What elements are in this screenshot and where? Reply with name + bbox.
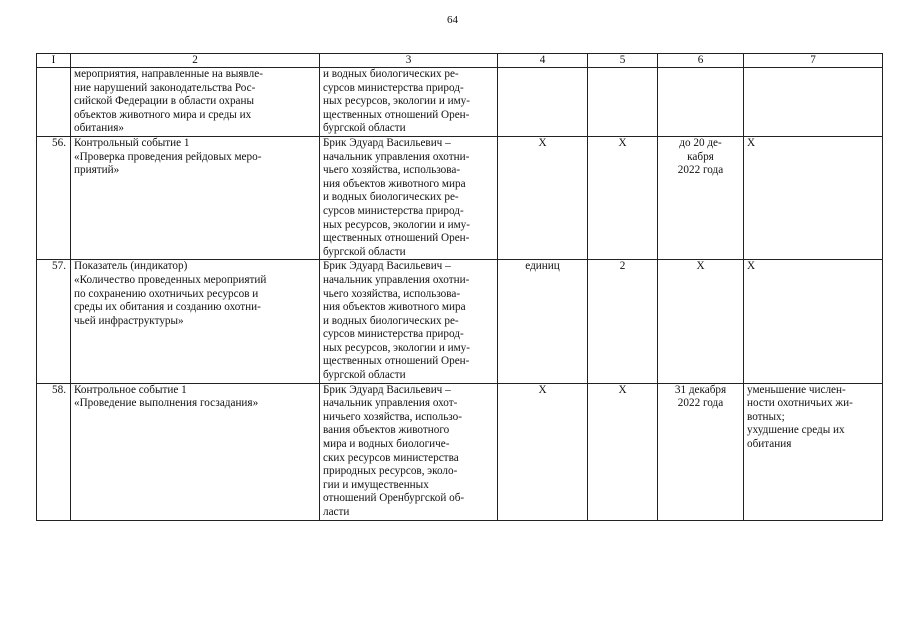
cell-text-line: «Проверка проведения рейдовых меро- [74, 150, 262, 163]
risk-cell [744, 68, 883, 137]
cell-text-line: щественных отношений Орен- [323, 355, 470, 368]
cell-text-line: кабря [687, 150, 714, 163]
cell-text-line: и водных биологических ре- [323, 314, 459, 327]
cell-text-line: Х [696, 260, 705, 273]
cell-text-line: до 20 де- [679, 136, 722, 149]
row-number-cell: 58. [37, 383, 71, 520]
unit-cell [498, 68, 588, 137]
cell-text-line: Х [618, 383, 627, 396]
header-cell-3: 3 [320, 54, 498, 68]
cell-text-line: обитания» [74, 122, 124, 135]
row-number-cell [37, 68, 71, 137]
header-cell-2: 2 [71, 54, 320, 68]
cell-text-line: Х [538, 136, 547, 149]
event-cell [71, 136, 320, 259]
cell-text-line: ния объектов животного мира [323, 301, 466, 314]
cell-text-line: ности охотничьих жи- [747, 397, 853, 410]
responsible-cell [320, 68, 498, 137]
risk-cell [744, 136, 883, 259]
control-events-table [36, 53, 883, 521]
header-row [37, 54, 883, 68]
cell-text-line: ных ресурсов, экологии и иму- [323, 218, 470, 231]
value-cell [588, 383, 658, 520]
cell-text-line: приятий» [74, 164, 120, 177]
header-cell-7: 7 [744, 54, 883, 68]
cell-text-line: чьего хозяйства, использова- [323, 287, 461, 300]
cell-text-line: ласти [323, 506, 350, 518]
responsible-cell [320, 260, 498, 383]
cell-text-line: чьего хозяйства, использова- [323, 164, 461, 177]
cell-text-line: природных ресурсов, эколо- [323, 465, 458, 478]
cell-text-line: гии и имущественных [323, 478, 429, 491]
cell-text-line: ния объектов животного мира [323, 177, 466, 190]
cell-text-line: 31 декабря [674, 383, 727, 396]
cell-text-line: Брик Эдуард Васильевич – [323, 136, 451, 149]
unit-cell [498, 383, 588, 520]
cell-text-line: сурсов министерства природ- [323, 328, 464, 341]
cell-text-line: вотных; [747, 410, 785, 423]
cell-text-line: ухудшение среды их [747, 424, 845, 437]
cell-text-line: вания объектов животного [323, 424, 450, 437]
header-cell-6: 6 [658, 54, 744, 68]
cell-text-line: и водных биологических ре- [323, 68, 459, 80]
cell-text-line: Контрольный событие 1 [74, 136, 190, 149]
cell-text-line: Х [538, 383, 547, 396]
table-row [37, 68, 883, 137]
table-body [37, 68, 883, 521]
header-cell-4: 4 [498, 54, 588, 68]
page-number: 64 [447, 14, 458, 26]
cell-text-line: мира и водных биологиче- [323, 438, 450, 451]
row-number-cell: 57. [37, 260, 71, 383]
cell-text-line: ских ресурсов министерства [323, 451, 459, 464]
cell-text-line: ние нарушений законодательства Рос- [74, 81, 256, 94]
cell-text-line: уменьшение числен- [747, 383, 846, 396]
cell-text-line: Х [618, 136, 627, 149]
header-cell-5: 5 [588, 54, 658, 68]
cell-text-line: щественных отношений Орен- [323, 232, 470, 245]
cell-text-line: начальник управления охотни- [323, 150, 470, 163]
responsible-cell [320, 383, 498, 520]
cell-text-line: 2 [619, 260, 626, 273]
row-number-cell: 56. [37, 136, 71, 259]
cell-text-line: 2022 года [677, 164, 724, 177]
cell-text-line: ничьего хозяйства, использо- [323, 410, 462, 423]
cell-text-line: сурсов министерства природ- [323, 81, 464, 94]
cell-text-line: отношений Оренбургской об- [323, 492, 465, 505]
cell-text-line: по сохранению охотничьих ресурсов и [74, 287, 259, 300]
cell-text-line: мероприятия, направленные на выявле- [74, 68, 263, 80]
cell-text-line: сийской Федерации в области охраны [74, 95, 255, 108]
cell-text-line: бургской области [323, 369, 406, 382]
deadline-cell [658, 68, 744, 137]
risk-cell [744, 383, 883, 520]
event-cell [71, 68, 320, 137]
cell-text-line: бургской области [323, 245, 406, 258]
cell-text-line: ных ресурсов, экологии и иму- [323, 95, 470, 108]
cell-text-line: начальник управления охотни- [323, 273, 470, 286]
responsible-cell [320, 136, 498, 259]
cell-text-line: Х [747, 260, 756, 273]
cell-text-line: щественных отношений Орен- [323, 108, 470, 121]
deadline-cell [658, 260, 744, 383]
value-cell [588, 136, 658, 259]
cell-text-line: Брик Эдуард Васильевич – [323, 383, 451, 396]
cell-text-line: сурсов министерства природ- [323, 204, 464, 217]
cell-text-line: начальник управления охот- [323, 397, 458, 410]
cell-text-line: ных ресурсов, экологии и иму- [323, 341, 470, 354]
deadline-cell [658, 136, 744, 259]
cell-text-line: Показатель (индикатор) [74, 260, 188, 273]
table-row [37, 260, 883, 383]
value-cell [588, 68, 658, 137]
risk-cell [744, 260, 883, 383]
unit-cell [498, 260, 588, 383]
cell-text-line: бургской области [323, 122, 406, 135]
cell-text-line: среды их обитания и созданию охотни- [74, 301, 261, 314]
cell-text-line: Контрольное событие 1 [74, 383, 187, 396]
cell-text-line: Х [747, 136, 756, 149]
value-cell [588, 260, 658, 383]
header-cell-1: I [37, 54, 71, 68]
event-cell [71, 383, 320, 520]
cell-text-line: единиц [525, 260, 560, 273]
cell-text-line: 2022 года [677, 397, 724, 410]
cell-text-line: Брик Эдуард Васильевич – [323, 260, 451, 273]
cell-text-line: обитания [747, 438, 792, 451]
cell-text-line: объектов животного мира и среды их [74, 108, 252, 121]
event-cell [71, 260, 320, 383]
cell-text-line: и водных биологических ре- [323, 191, 459, 204]
table-row [37, 136, 883, 259]
cell-text-line: чьей инфраструктуры» [74, 314, 184, 327]
cell-text-line: «Количество проведенных мероприятий [74, 273, 267, 286]
unit-cell [498, 136, 588, 259]
table-row [37, 383, 883, 520]
cell-text-line: «Проведение выполнения госзадания» [74, 397, 259, 410]
deadline-cell [658, 383, 744, 520]
